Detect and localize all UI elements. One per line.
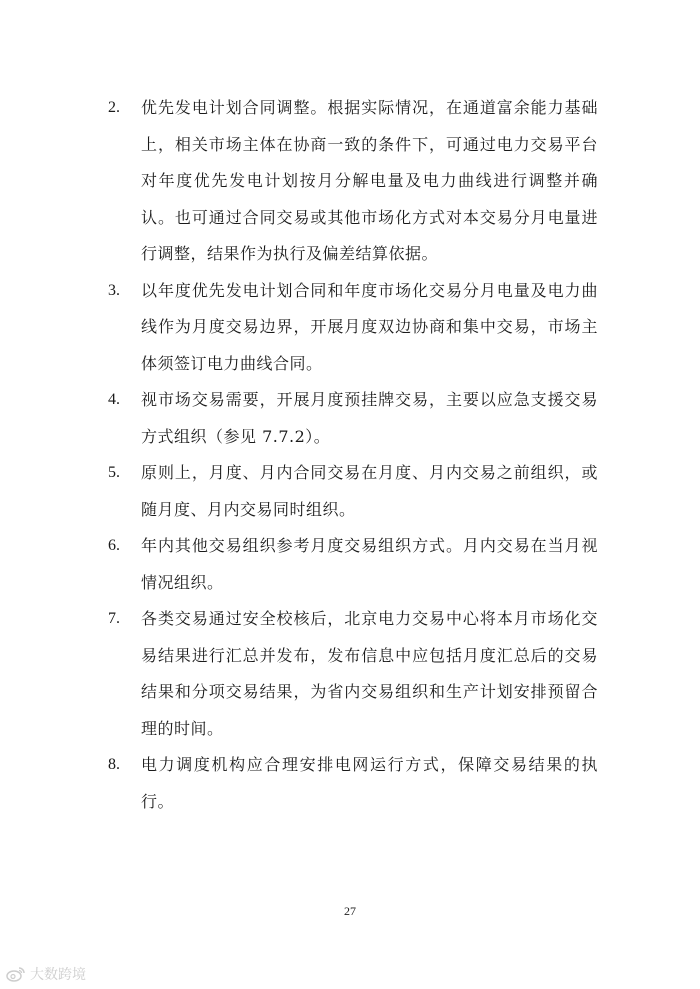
item-number: 3. (108, 281, 120, 299)
list-item (108, 273, 598, 383)
page-number: 27 (344, 904, 356, 918)
item-text: 原则上，月度、月内合同交易在月度、月内交易之前组织，或随月度、月内交易同时组织。 (141, 463, 598, 519)
item-text: 年内其他交易组织参考月度交易组织方式。月内交易在当月视情况组织。 (141, 536, 598, 592)
weibo-logo-icon (6, 966, 26, 982)
item-number: 5. (108, 464, 120, 481)
item-number: 2. (108, 99, 120, 116)
item-text: 以年度优先发电计划合同和年度市场化交易分月电量及电力曲线作为月度交易边界，开展月度双边协商和集中交易，市场主体须签订电力曲线合同。 (141, 280, 598, 373)
item-number: 7. (108, 610, 120, 627)
list-item (108, 747, 598, 820)
list-item (108, 382, 598, 455)
numbered-list (108, 90, 598, 820)
item-number: 8. (108, 756, 120, 773)
list-item (108, 601, 598, 747)
watermark-text: 大数跨境 (30, 967, 86, 983)
item-text: 优先发电计划合同调整。根据实际情况，在通道富余能力基础上，相关市场主体在协商一致的条件下，可通过电力交易平台对年度优先发电计划按月分解电量及电力曲线进行调整并确认。也可通过合同交易或其他市场化方式对本交易分月电量进行调整，结果作为执行及偏差结算依据。 (141, 98, 598, 263)
watermark (6, 964, 86, 984)
item-text: 视市场交易需要，开展月度预挂牌交易，主要以应急支援交易方式组织（参见 7.7.2）。 (141, 390, 598, 446)
list-item (108, 455, 598, 528)
item-number: 6. (108, 537, 120, 554)
item-text: 电力调度机构应合理安排电网运行方式，保障交易结果的执行。 (141, 755, 598, 811)
item-text: 各类交易通过安全校核后，北京电力交易中心将本月市场化交易结果进行汇总并发布，发布信息中应包括月度汇总后的交易结果和分项交易结果，为省内交易组织和生产计划安排预留合理的时间。 (141, 609, 598, 738)
list-item (108, 90, 598, 273)
item-number: 4. (108, 391, 120, 408)
list-item (108, 528, 598, 601)
